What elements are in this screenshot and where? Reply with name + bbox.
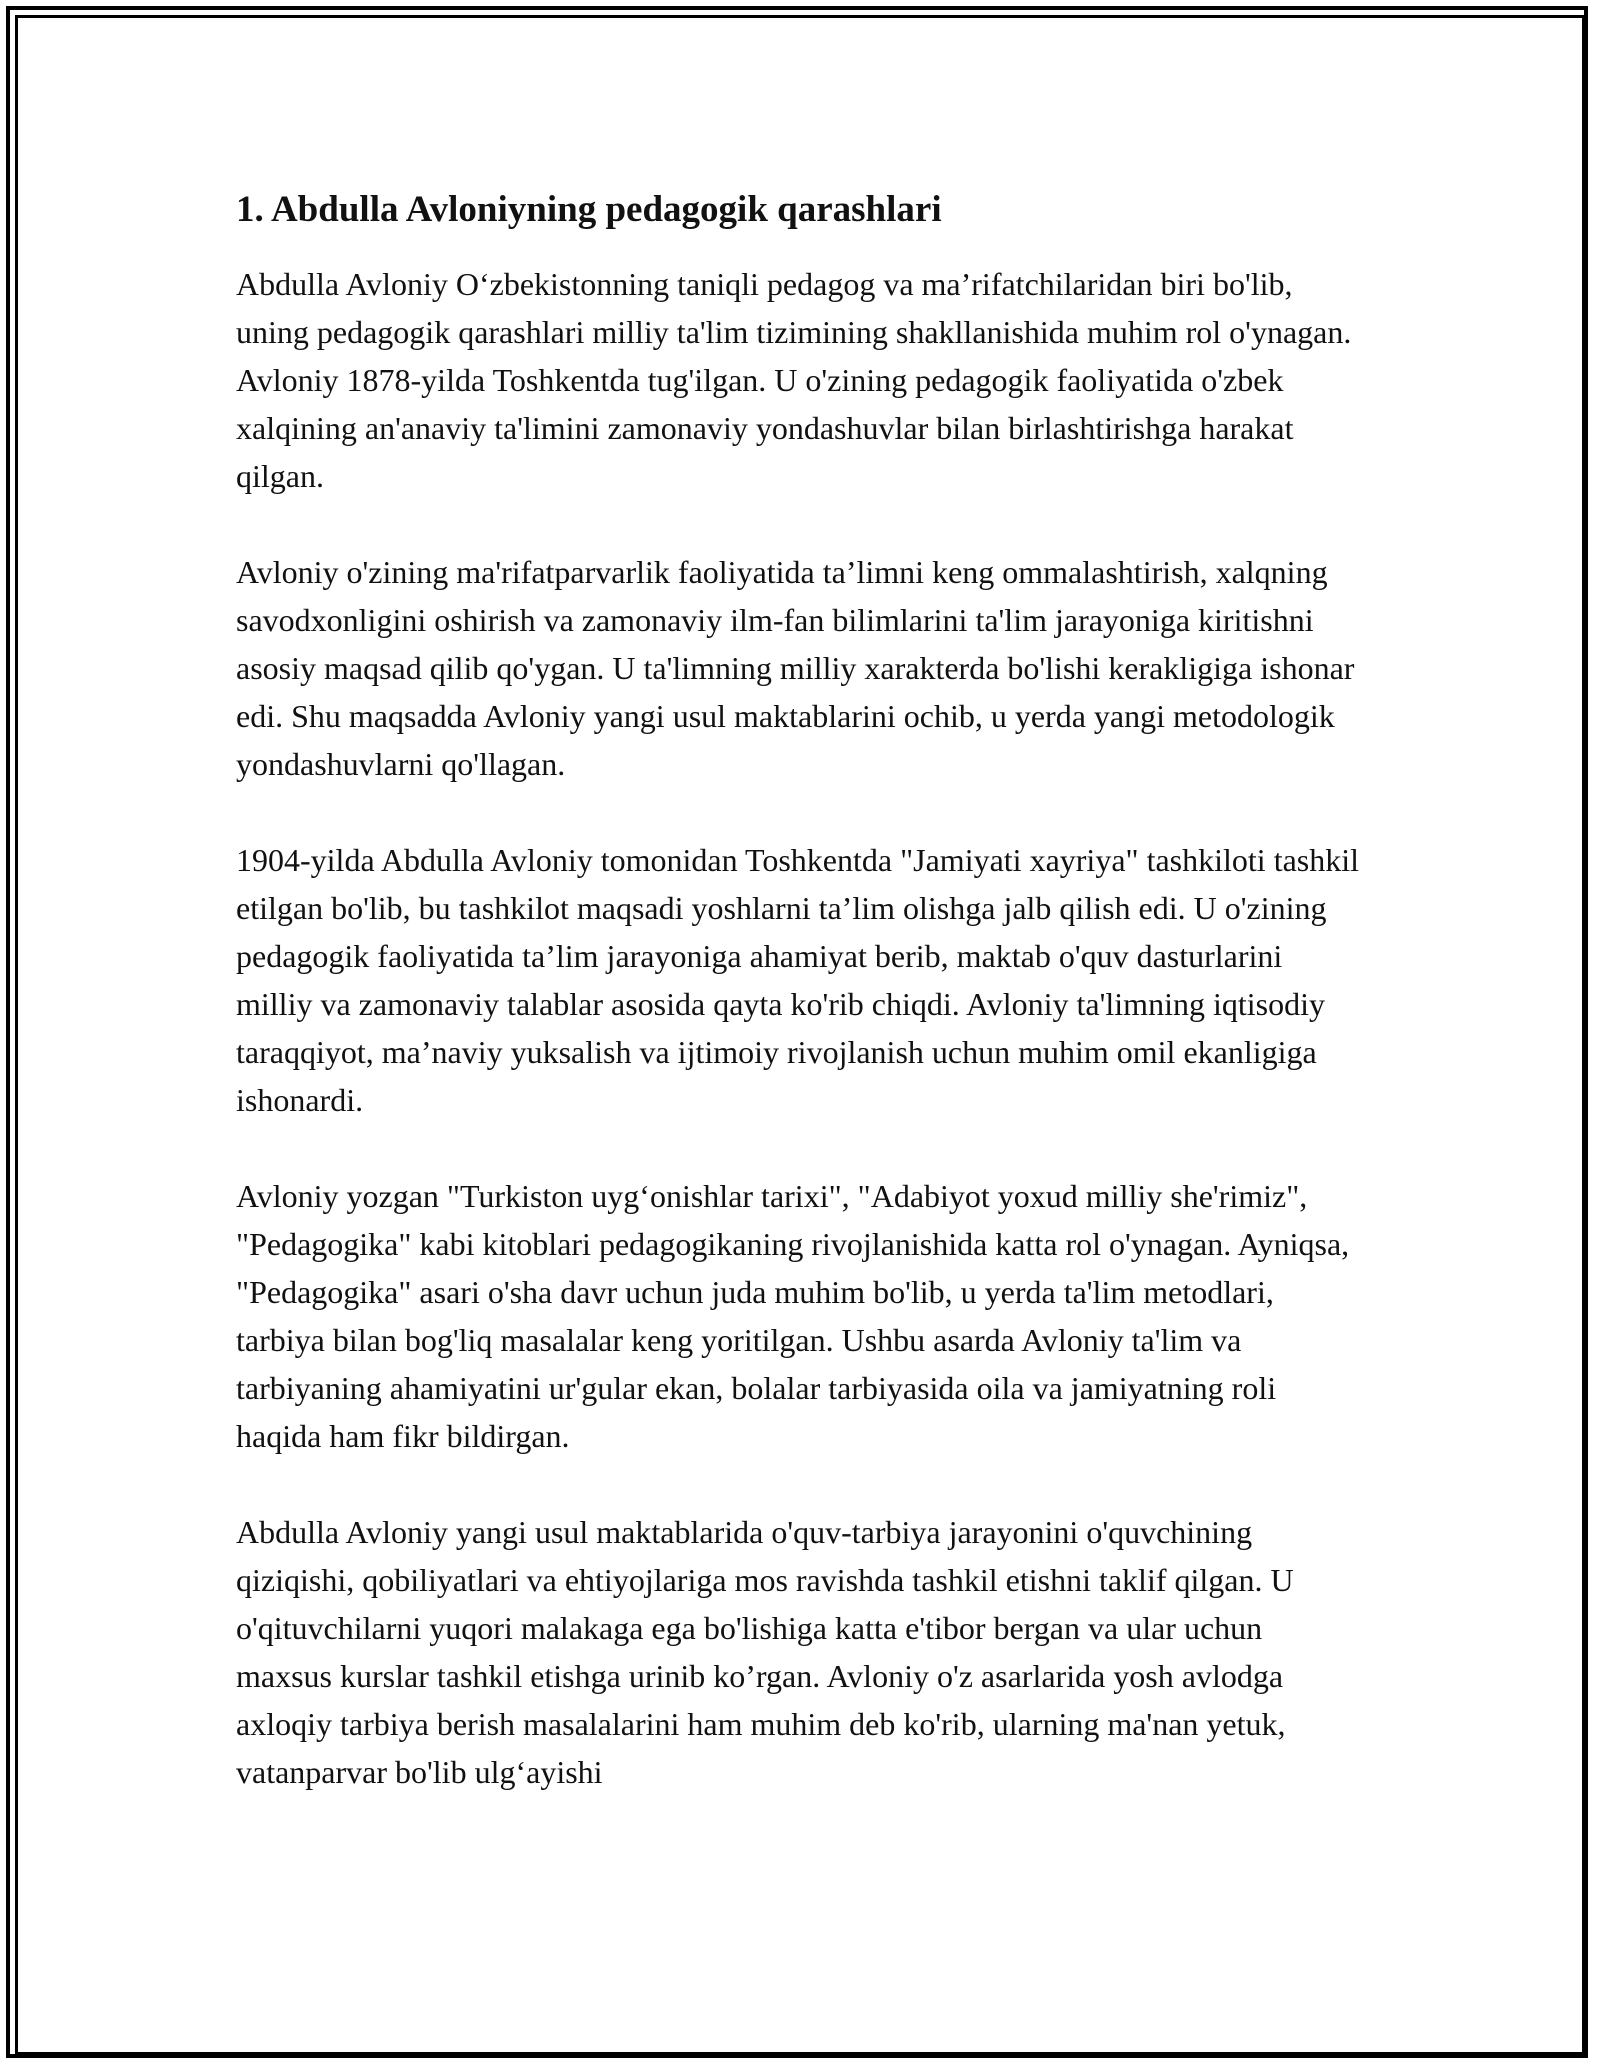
paragraph-3: 1904-yilda Abdulla Avloniy tomonidan Toshkentda "Jamiyati xayriya" tashkiloti tashkil etilgan bo'lib, bu tashkilot maqsadi yoshlarni ta’lim olishga jalb qilish edi. U o'zining pedagogik faoliyatida ta’lim jarayoniga ahamiyat berib, maktab o'quv dasturlarini milliy va zamonaviy talablar asosida qayta ko'rib chiqdi. Avloniy ta'limning iqtisodiy taraqqiyot, ma’naviy yuksalish va ijtimoiy rivojlanish uchun muhim omil ekanligiga ishonardi. bbox=[236, 842, 1360, 1118]
paragraph-2: Avloniy o'zining ma'rifatparvarlik faoliyatida ta’limni keng ommalashtirish, xalqning savodxonligini oshirish va zamonaviy ilm-fan bilimlarini ta'lim jarayoniga kiritishni asosiy maqsad qilib qo'ygan. U ta'limning milliy xarakterda bo'lishi kerakligiga ishonar edi. Shu maqsadda Avloniy yangi usul maktablarini ochib, u yerda yangi metodologik yondashuvlarni qo'llagan. bbox=[236, 554, 1355, 782]
paragraph-5: Abdulla Avloniy yangi usul maktablarida o'quv-tarbiya jarayonini o'quvchining qiziqishi, qobiliyatlari va ehtiyojlariga mos ravishda tashkil etishni taklif qilgan. U o'qituvchilarni yuqori malakaga ega bo'lishiga katta e'tibor bergan va ular uchun maxsus kurslar tashkil etishga urinib ko’rgan. Avloniy o'z asarlarida yosh avlodga axloqiy tarbiya berish masalalarini ham muhim deb ko'rib, ularning ma'nan yetuk, vatanparvar bo'lib ulg‘ayishi bbox=[236, 1514, 1294, 1790]
section-title: 1. Abdulla Avloniyning pedagogik qarashlari bbox=[236, 189, 942, 230]
paragraph-1: Abdulla Avloniy O‘zbekistonning taniqli pedagog va ma’rifatchilaridan biri bo'lib, uning pedagogik qarashlari milliy ta'lim tizimining shakllanishida muhim rol o'ynagan. Avloniy 1878-yilda Toshkentda tug'ilgan. U o'zining pedagogik faoliyatida o'zbek xalqining an'anaviy ta'limini zamonaviy yondashuvlar bilan birlashtirishga harakat qilgan. bbox=[236, 266, 1352, 494]
document-page bbox=[236, 186, 1366, 1844]
paragraph-4: Avloniy yozgan "Turkiston uyg‘onishlar tarixi", "Adabiyot yoxud milliy she'rimiz", "Pedagogika" kabi kitoblari pedagogikaning rivojlanishida katta rol o'ynagan. Ayniqsa, "Pedagogika" asari o'sha davr uchun juda muhim bo'lib, u yerda ta'lim metodlari, tarbiya bilan bog'liq masalalar keng yoritilgan. Ushbu asarda Avloniy ta'lim va tarbiyaning ahamiyatini ur'gular ekan, bolalar tarbiyasida oila va jamiyatning roli haqida ham fikr bildirgan. bbox=[236, 1178, 1350, 1454]
